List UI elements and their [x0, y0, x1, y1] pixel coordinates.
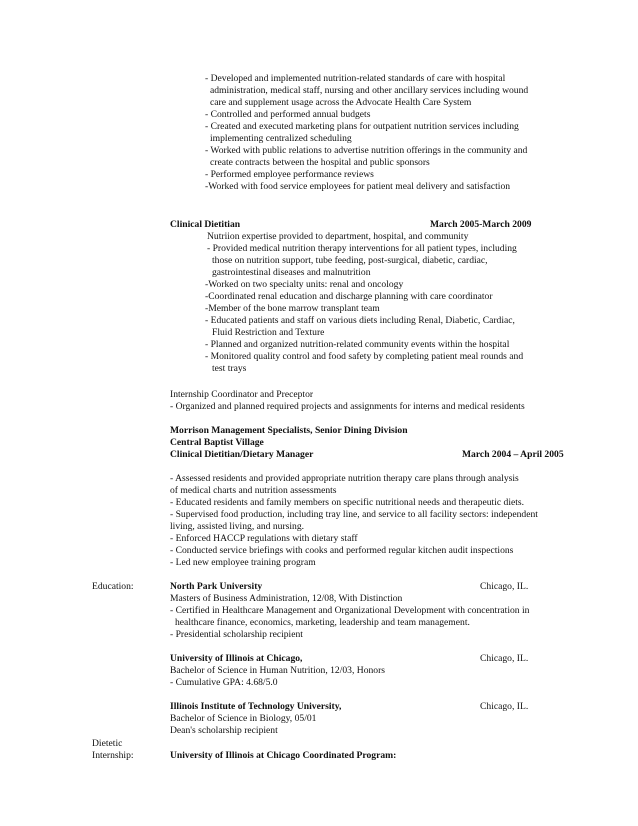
duty-line: - Monitored quality control and food safety by completing patient meal rounds and: [205, 351, 524, 362]
duty-line: - Controlled and performed annual budgets: [205, 109, 371, 120]
section-label-education: Education:: [92, 581, 134, 592]
duty-line: care and supplement usage across the Advocate Health Care System: [210, 97, 472, 108]
employer-name: Morrison Management Specialists, Senior Dining Division: [170, 425, 408, 436]
duty-line: of medical charts and nutrition assessments: [170, 485, 337, 496]
duty-line: Fluid Restriction and Texture: [212, 327, 325, 338]
employer-location: Central Baptist Village: [170, 437, 264, 448]
duty-line: test trays: [212, 363, 247, 374]
degree-line: - Cumulative GPA: 4.68/5.0: [170, 677, 278, 688]
duty-line: -Worked on two specialty units: renal and oncology: [205, 279, 404, 290]
internship-program: University of Illinois at Chicago Coordinated Program:: [170, 750, 397, 761]
duty-line: gastrointestinal diseases and malnutrition: [212, 267, 371, 278]
duty-line: - Organized and planned required projects and assignments for interns and medical residents: [170, 401, 525, 412]
section-label-internship: Dietetic: [92, 738, 123, 749]
degree-line: Masters of Business Administration, 12/08, With Distinction: [170, 593, 403, 604]
duty-line: - Assessed residents and provided appropriate nutrition therapy care plans through analysis: [170, 473, 519, 484]
duty-line: -Worked with food service employees for patient meal delivery and satisfaction: [205, 181, 511, 192]
job-dates-clinical-dietitian: March 2005-March 2009: [430, 219, 532, 230]
degree-line: - Certified in Healthcare Management and Organizational Development with concentration in: [170, 605, 530, 616]
duty-line: - Performed employee performance reviews: [205, 169, 374, 180]
duty-line: those on nutrition support, tube feeding, post-surgical, diabetic, cardiac,: [212, 255, 488, 266]
role-title-internship-coordinator: Internship Coordinator and Preceptor: [170, 389, 314, 400]
duty-line: - Educated patients and staff on various diets including Renal, Diabetic, Cardiac,: [205, 315, 515, 326]
duty-line: implementing centralized scheduling: [210, 133, 352, 144]
job-dates-dietary-manager: March 2004 – April 2005: [462, 449, 564, 460]
duty-line: - Supervised food production, including tray line, and service to all facility sectors: independent: [170, 509, 538, 520]
duty-line: - Worked with public relations to advertise nutrition offerings in the community and: [205, 145, 528, 156]
duty-line: - Enforced HACCP regulations with dietary staff: [170, 533, 358, 544]
school-name: University of Illinois at Chicago,: [170, 653, 303, 664]
school-location: Chicago, IL.: [480, 701, 529, 712]
degree-line: Bachelor of Science in Biology, 05/01: [170, 713, 317, 724]
duty-line: - Developed and implemented nutrition-related standards of care with hospital: [205, 73, 506, 84]
school-name: Illinois Institute of Technology University,: [170, 701, 342, 712]
degree-line: - Presidential scholarship recipient: [170, 629, 303, 640]
duty-line: - Planned and organized nutrition-related community events within the hospital: [205, 339, 510, 350]
school-location: Chicago, IL.: [480, 581, 529, 592]
duty-line: - Created and executed marketing plans for outpatient nutrition services including: [205, 121, 519, 132]
school-location: Chicago, IL.: [480, 653, 529, 664]
section-label-internship: Internship:: [92, 750, 134, 761]
duty-line: living, assisted living, and nursing.: [170, 521, 305, 532]
degree-line: Dean's scholarship recipient: [170, 725, 278, 736]
duty-line: - Educated residents and family members on specific nutritional needs and therapeutic diets.: [170, 497, 525, 508]
degree-line: Bachelor of Science in Human Nutrition, 12/03, Honors: [170, 665, 386, 676]
school-name: North Park University: [170, 581, 263, 592]
duty-line: create contracts between the hospital and public sponsors: [210, 157, 430, 168]
duty-line: -Member of the bone marrow transplant team: [205, 303, 380, 314]
duty-line: - Conducted service briefings with cooks and performed regular kitchen audit inspections: [170, 545, 514, 556]
duty-line: -Coordinated renal education and discharge planning with care coordinator: [205, 291, 493, 302]
duty-line: Nutriion expertise provided to department, hospital, and community: [207, 231, 469, 242]
duty-line: - Led new employee training program: [170, 557, 316, 568]
duty-line: - Provided medical nutrition therapy interventions for all patient types, including: [207, 243, 517, 254]
job-title-clinical-dietitian: Clinical Dietitian: [170, 219, 241, 230]
duty-line: administration, medical staff, nursing and other ancillary services including wound: [210, 85, 529, 96]
job-title-dietary-manager: Clinical Dietitian/Dietary Manager: [170, 449, 314, 460]
degree-line: healthcare finance, economics, marketing, leadership and team management.: [175, 617, 470, 628]
